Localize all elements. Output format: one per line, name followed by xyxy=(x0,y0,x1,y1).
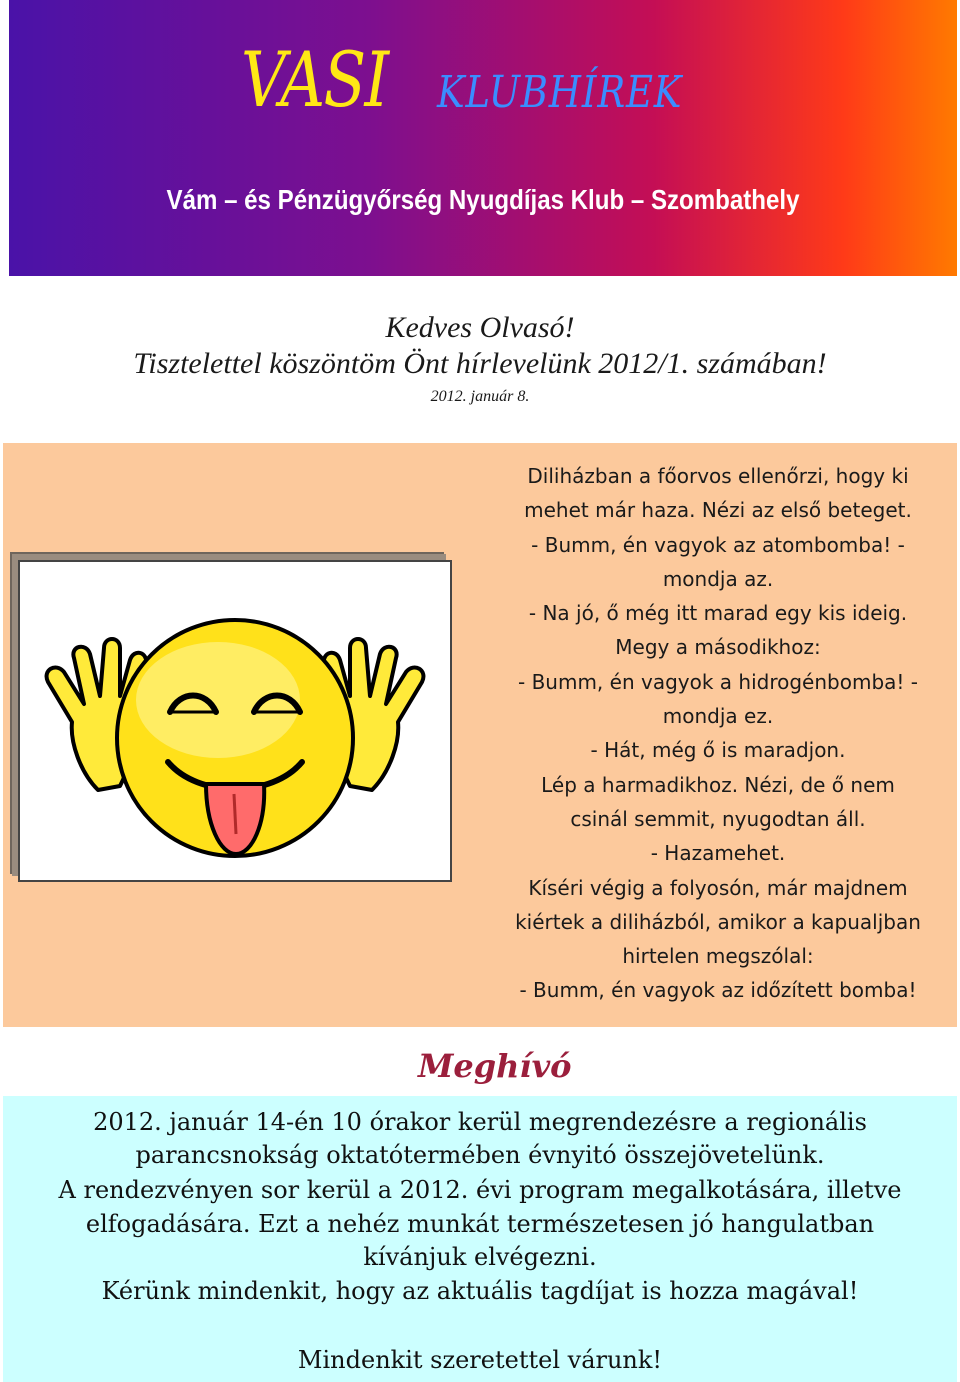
joke-line: Kíséri végig a folyosón, már majdnem xyxy=(528,875,908,900)
joke-line: mondja az. xyxy=(662,566,774,591)
joke-line: - Hát, még ő is maradjon. xyxy=(590,738,846,763)
invitation-line: kívánjuk elvégezni. xyxy=(363,1243,597,1271)
newsletter-title-secondary: KLUBHÍREK xyxy=(437,67,683,118)
joke-line: Lép a harmadikhoz. Nézi, de ő nem xyxy=(541,772,895,797)
joke-line: Diliházban a főorvos ellenőrzi, hogy ki xyxy=(527,464,909,488)
invitation-section xyxy=(3,1096,957,1382)
smiley-image-frame xyxy=(18,560,452,882)
newsletter-subtitle: Vám – és Pénzügyőrség Nyugdíjas Klub – Szombathely xyxy=(166,184,800,215)
joke-line: - Bumm, én vagyok az időzített bomba! xyxy=(519,978,917,1003)
greeting-welcome: Tisztelettel köszöntöm Önt hírlevelünk 2012/1. számában! xyxy=(133,347,827,380)
greeting-salutation: Kedves Olvasó! xyxy=(385,311,575,344)
joke-line: csinál semmit, nyugodtan áll. xyxy=(570,806,866,831)
joke-line: Megy a másodikhoz: xyxy=(615,635,821,660)
joke-line: - Bumm, én vagyok az atombomba! - xyxy=(531,532,905,557)
invitation-line: parancsnokság oktatótermében évnyitó összejövetelünk. xyxy=(135,1141,825,1169)
joke-line: - Hazamehet. xyxy=(650,841,786,866)
joke-line: hirtelen megszólal: xyxy=(622,944,814,969)
laughing-smiley-tongue-out-icon xyxy=(20,562,450,880)
joke-line: - Bumm, én vagyok a hidrogénbomba! - xyxy=(518,669,918,694)
invitation-heading: Meghívó xyxy=(418,1047,572,1085)
invitation-line: A rendezvényen sor kerül a 2012. évi program megalkotására, illetve xyxy=(58,1176,902,1204)
header-banner xyxy=(9,0,957,276)
joke-text xyxy=(487,459,949,1008)
joke-line: kiértek a diliházból, amikor a kapualjban xyxy=(515,909,921,934)
joke-line: - Na jó, ő még itt marad egy kis ideig. xyxy=(528,601,908,626)
newsletter-title-main: VASI xyxy=(241,35,388,124)
invitation-closing: Mindenkit szeretettel várunk! xyxy=(297,1346,663,1374)
joke-line: mehet már haza. Nézi az első beteget. xyxy=(524,498,912,523)
joke-line: mondja ez. xyxy=(662,704,774,729)
invitation-line: 2012. január 14-én 10 órakor kerül megrendezésre a regionális xyxy=(93,1108,867,1136)
invitation-line: Kérünk mindenkit, hogy az aktuális tagdíjat is hozza magával! xyxy=(101,1277,859,1305)
issue-date: 2012. január 8. xyxy=(430,388,530,405)
invitation-line: elfogadására. Ezt a nehéz munkát természetesen jó hangulatban xyxy=(85,1210,875,1238)
